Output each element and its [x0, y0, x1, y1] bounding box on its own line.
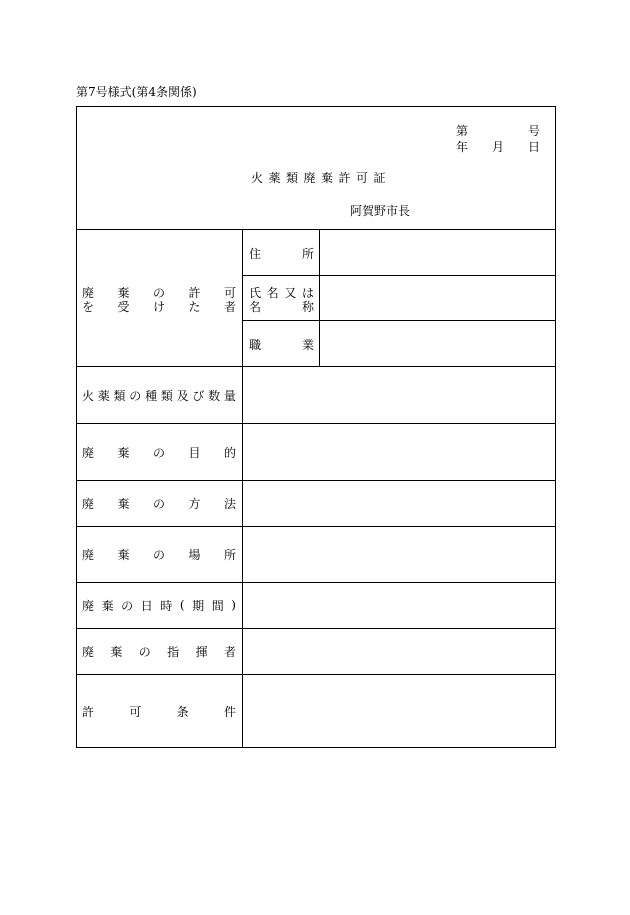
- permit-number-suffix: 号: [528, 124, 541, 138]
- name-label-line2: 名 称: [249, 299, 314, 314]
- form-number-label: 第7号様式(第4条関係): [76, 85, 197, 99]
- place-value-cell[interactable]: [243, 527, 555, 581]
- date-year: 年: [456, 140, 469, 154]
- address-value-cell[interactable]: [320, 230, 555, 274]
- datetime-label: 廃 棄 の 日 時 ( 期 間 ): [82, 598, 236, 613]
- date-day: 日: [528, 140, 541, 154]
- purpose-label: 廃 棄 の 目 的: [82, 445, 236, 460]
- date-month: 月: [492, 140, 505, 154]
- explosives-label: 火 薬 類 の 種 類 及 び 数 量: [82, 388, 236, 403]
- issuer-name: 阿賀野市長: [350, 204, 411, 218]
- method-label: 廃 棄 の 方 法: [82, 496, 236, 511]
- address-label: 住 所: [249, 246, 314, 261]
- conditions-label: 許 可 条 件: [82, 704, 236, 719]
- permit-number-prefix: 第: [456, 124, 469, 138]
- conditions-value-cell[interactable]: [243, 675, 555, 747]
- occupation-label: 職 業: [249, 337, 314, 352]
- occupation-value-cell[interactable]: [320, 321, 555, 365]
- method-value-cell[interactable]: [243, 481, 555, 525]
- document-title: 火薬類廃棄許可証: [251, 171, 392, 185]
- explosives-value-cell[interactable]: [243, 367, 555, 422]
- datetime-value-cell[interactable]: [243, 583, 555, 627]
- name-value-cell[interactable]: [320, 276, 555, 319]
- recipient-label-line2: を 受 け た 者: [82, 299, 236, 314]
- place-label: 廃 棄 の 場 所: [82, 547, 236, 562]
- supervisor-label: 廃 棄 の 指 揮 者: [82, 644, 236, 659]
- name-label-line1: 氏 名 又 は: [249, 285, 314, 300]
- purpose-value-cell[interactable]: [243, 424, 555, 479]
- recipient-label-line1: 廃 棄 の 許 可: [82, 285, 236, 300]
- supervisor-value-cell[interactable]: [243, 629, 555, 673]
